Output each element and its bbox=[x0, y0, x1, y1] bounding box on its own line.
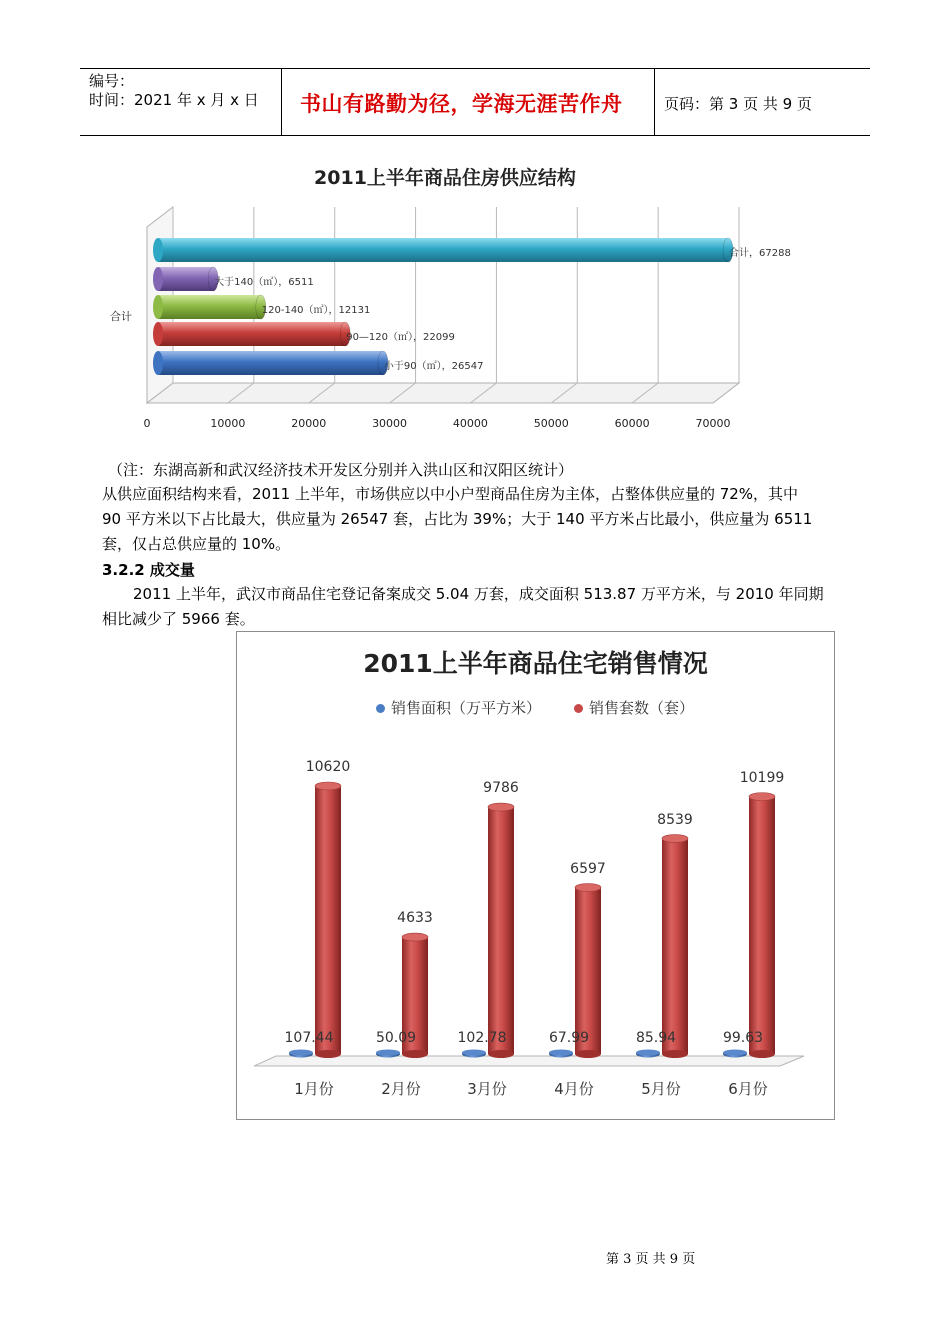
x-category-label: 4月份 bbox=[554, 1080, 594, 1098]
count-bar bbox=[488, 803, 514, 1058]
area-data-label: 50.09 bbox=[375, 1030, 417, 1046]
header-divider-2 bbox=[654, 69, 655, 136]
supply-floor bbox=[147, 383, 739, 403]
doc-time-label: 时间：2021 年 x 月 x 日 bbox=[89, 91, 259, 109]
sales-chart-title: 2011上半年商品住宅销售情况 bbox=[363, 649, 708, 678]
area-data-label: 99.63 bbox=[722, 1030, 764, 1046]
area-data-label: 67.99 bbox=[548, 1030, 590, 1046]
supply-x-tick: 30000 bbox=[372, 417, 408, 430]
count-data-label: 6597 bbox=[570, 860, 606, 877]
supply-bar-label: 120-140（㎡），12131 bbox=[261, 305, 371, 316]
count-data-label: 8539 bbox=[657, 811, 693, 828]
paragraph-2-line-2: 相比减少了 5966 套。 bbox=[102, 610, 255, 628]
supply-x-tick: 0 bbox=[143, 417, 151, 430]
area-bar bbox=[636, 1050, 660, 1058]
supply-x-tick: 50000 bbox=[533, 417, 569, 430]
note-text: （注：东湖高新和武汉经济技术开发区分别并入洪山区和汉阳区统计） bbox=[108, 461, 574, 479]
header-motto: 书山有路勤为径，学海无涯苦作舟 bbox=[300, 91, 623, 116]
supply-x-tick: 10000 bbox=[210, 417, 246, 430]
area-bar bbox=[289, 1050, 313, 1058]
area-bar bbox=[376, 1050, 400, 1058]
sales-chart-bars bbox=[289, 782, 775, 1058]
sales-chart bbox=[236, 760, 834, 1110]
legend-count-label: 销售套数（套） bbox=[589, 699, 695, 717]
area-data-label: 102.78 bbox=[457, 1030, 507, 1046]
legend-area-marker bbox=[376, 704, 385, 713]
supply-bar bbox=[153, 238, 733, 262]
supply-bar-label: 大于140（㎡），6511 bbox=[214, 277, 314, 288]
supply-x-tick: 20000 bbox=[291, 417, 327, 430]
supply-bar bbox=[153, 267, 218, 291]
count-bar bbox=[662, 835, 688, 1058]
count-data-label: 10199 bbox=[739, 769, 785, 786]
area-bar bbox=[462, 1050, 486, 1058]
area-data-label: 85.94 bbox=[635, 1030, 677, 1046]
count-bar bbox=[749, 793, 775, 1058]
area-bar bbox=[549, 1050, 573, 1058]
header-divider-1 bbox=[281, 69, 282, 136]
supply-bar-label: 合计，67288 bbox=[729, 248, 791, 259]
legend-area bbox=[376, 697, 541, 718]
supply-x-tick: 70000 bbox=[695, 417, 731, 430]
area-data-label: 107.44 bbox=[284, 1030, 334, 1046]
supply-chart-bars bbox=[153, 238, 733, 375]
x-category-label: 5月份 bbox=[641, 1080, 681, 1098]
section-heading: 3.2.2 成交量 bbox=[102, 561, 195, 579]
x-category-label: 3月份 bbox=[467, 1080, 507, 1098]
header-top-border bbox=[80, 68, 870, 69]
supply-bar bbox=[153, 322, 350, 346]
header-bottom-border bbox=[80, 135, 870, 136]
count-data-label: 4633 bbox=[397, 910, 433, 927]
count-data-label: 10620 bbox=[305, 759, 351, 775]
count-bar bbox=[315, 782, 341, 1058]
supply-bar bbox=[153, 351, 388, 375]
legend-count-marker bbox=[574, 704, 583, 713]
supply-x-tick: 40000 bbox=[452, 417, 488, 430]
legend-area-label: 销售面积（万平方米） bbox=[391, 699, 542, 717]
supply-bar-label: 90—120（㎡），22099 bbox=[346, 332, 455, 343]
supply-bar bbox=[153, 295, 266, 319]
paragraph-1-line-3: 套，仅占总供应量的 10%。 bbox=[102, 535, 291, 553]
supply-chart bbox=[100, 195, 800, 420]
paragraph-1-line-2: 90 平方米以下占比最大，供应量为 26547 套，占比为 39%；大于 140 平方米占比最小，供应量为 6511 bbox=[102, 510, 813, 528]
header-page-info: 页码：第 3 页 共 9 页 bbox=[664, 95, 812, 113]
x-category-label: 6月份 bbox=[728, 1080, 768, 1098]
doc-number-label: 编号： bbox=[89, 72, 135, 90]
paragraph-1-line-1: 从供应面积结构来看，2011 上半年，市场供应以中小户型商品住房为主体，占整体供应量的 72%，其中 bbox=[102, 485, 799, 503]
count-data-label: 9786 bbox=[483, 780, 519, 797]
paragraph-2-line-1: 2011 上半年，武汉市商品住宅登记备案成交 5.04 万套，成交面积 513.87 万平方米，与 2010 年同期 bbox=[133, 585, 824, 603]
x-category-label: 1月份 bbox=[294, 1080, 334, 1098]
supply-x-tick: 60000 bbox=[614, 417, 650, 430]
legend-count bbox=[574, 697, 694, 718]
supply-chart-title: 2011上半年商品住房供应结构 bbox=[314, 167, 576, 189]
supply-y-category-label: 合计 bbox=[110, 310, 132, 323]
page-footer: 第 3 页 共 9 页 bbox=[606, 1252, 696, 1267]
area-bar bbox=[723, 1050, 747, 1058]
supply-bar-label: 小于90（㎡），26547 bbox=[383, 361, 484, 372]
x-category-label: 2月份 bbox=[381, 1080, 421, 1098]
sales-chart-floor bbox=[254, 1056, 804, 1066]
